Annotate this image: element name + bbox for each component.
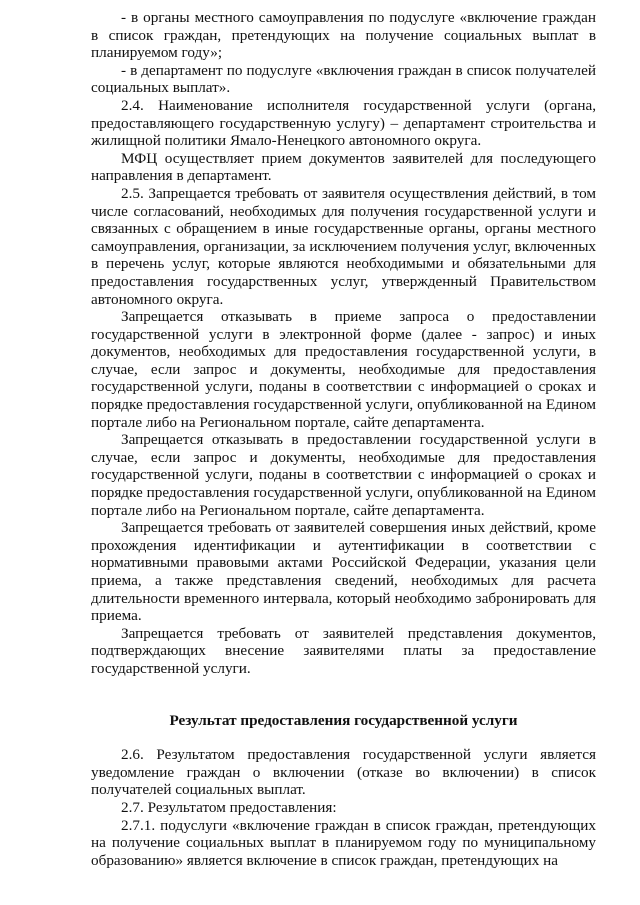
spacer bbox=[91, 729, 596, 746]
paragraph-prohibition-actions: Запрещается требовать от заявителей совершения иных действий, кроме прохождения идентификации и аутентификации в соответствии с нормативными правовыми актами Российской Федерации, указания цели приема, а также представления сведений, необходимых для расчета длительности временного интервала, который необходимо забронировать для приема. bbox=[91, 519, 596, 625]
paragraph-mfc: МФЦ осуществляет прием документов заявителей для последующего направления в департамент. bbox=[91, 149, 596, 185]
section-heading: Результат предоставления государственной услуги bbox=[169, 711, 518, 729]
paragraphs-before bbox=[91, 9, 596, 678]
paragraph-2-7-1: 2.7.1. подуслуги «включение граждан в список граждан, претендующих на получение социальных выплат в планируемом году по муниципальному образованию» является включение в список граждан, претендующих на bbox=[91, 816, 596, 869]
paragraph-prohibition-payment: Запрещается требовать от заявителей представления документов, подтверждающих внесение заявителями платы за предоставление государственной услуги. bbox=[91, 624, 596, 677]
paragraph-department: - в департамент по подуслуге «включения граждан в список получателей социальных выплат». bbox=[91, 61, 596, 97]
paragraph-2-6: 2.6. Результатом предоставления государственной услуги является уведомление граждан о включении (отказе во включении) в список получателей социальных выплат. bbox=[91, 746, 596, 799]
paragraph-2-7: 2.7. Результатом предоставления: bbox=[121, 798, 337, 816]
paragraph-2-5: 2.5. Запрещается требовать от заявителя осуществления действий, в том числе согласований, необходимых для получения государственной услуги и связанных с обращением в иные государственные органы, органы местного самоуправления, организации, за исключением получения услуг, включенных в перечень услуг, которые являются необходимыми и обязательными для предоставления государственных услуг, утвержденный Правительством автономного округа. bbox=[91, 184, 596, 308]
paragraph-local-government: - в органы местного самоуправления по подуслуге «включение граждан в список граждан, претендующих на получение социальных выплат в планируемом году»; bbox=[91, 9, 596, 62]
paragraph-prohibition-request: Запрещается отказывать в приеме запроса о предоставлении государственной услуги в электронной форме (далее - запрос) и иных документов, необходимых для предоставления государственной услуги, в случае, если запрос и документы, необходимые для предоставления государственной услуги, поданы в соответствии с информацией о сроках и порядке предоставления государственной услуги, опубликованной на Едином портале либо на Региональном портале, сайте департамента. bbox=[91, 308, 596, 431]
spacer bbox=[91, 678, 596, 712]
paragraph-prohibition-refusal: Запрещается отказывать в предоставлении государственной услуги в случае, если запрос и документы, необходимые для предоставления государственной услуги, поданы в соответствии с информацией о сроках и порядке предоставления государственной услуги, опубликованной на Едином портале либо на Региональном портале, сайте департамента. bbox=[91, 431, 596, 519]
paragraph-2-4: 2.4. Наименование исполнителя государственной услуги (органа, предоставляющего государственную услугу) – департамент строительства и жилищной политики Ямало-Ненецкого автономного округа. bbox=[91, 96, 596, 150]
paragraphs-after bbox=[91, 746, 596, 869]
